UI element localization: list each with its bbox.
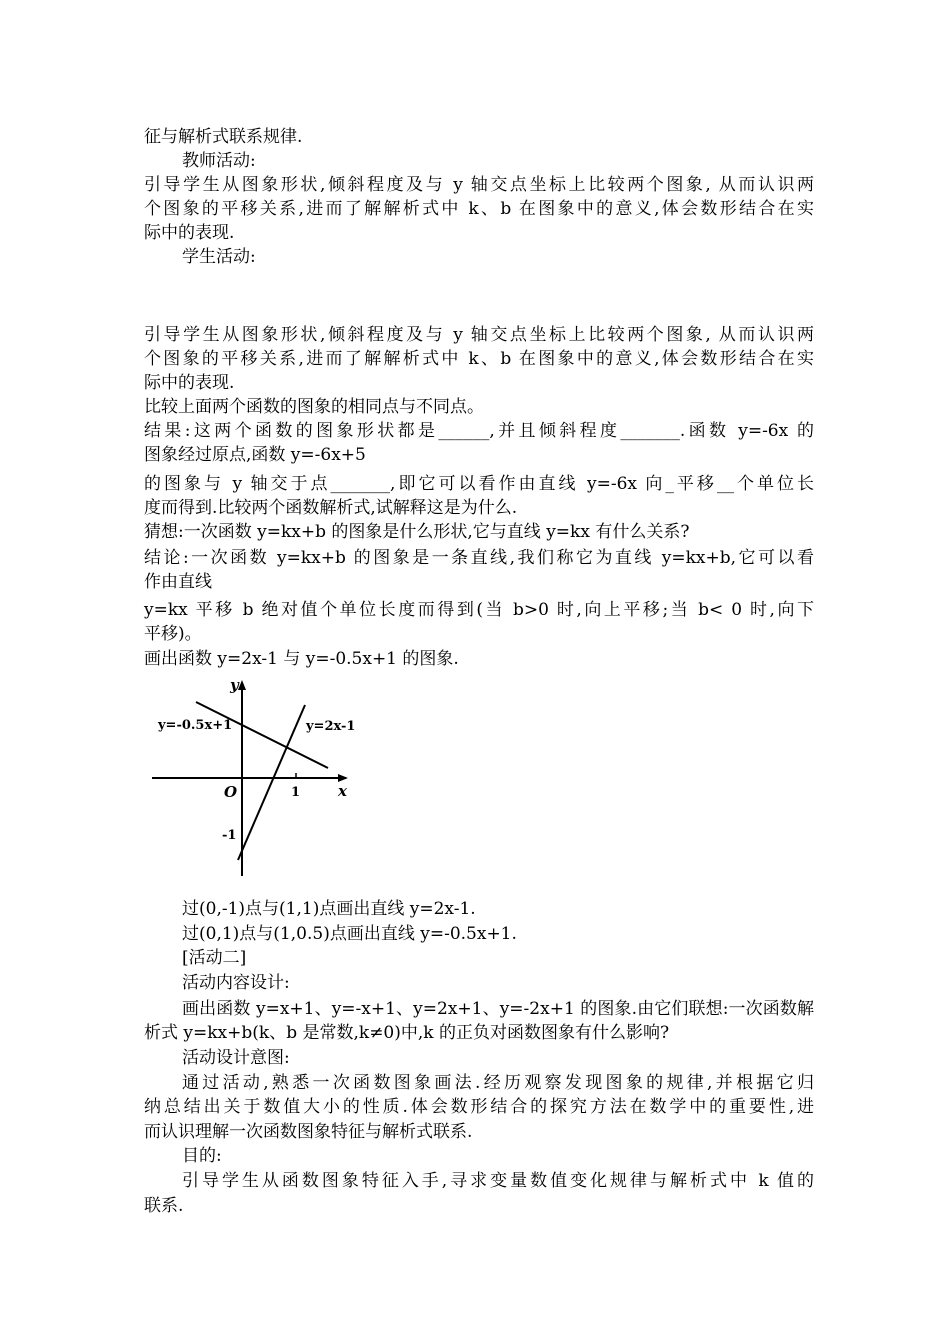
x-axis-arrow-icon xyxy=(338,774,348,782)
text-line: 过(0,-1)点与(1,1)点画出直线 y=2x-1. xyxy=(182,899,476,919)
heading-activity-two: [活动二] xyxy=(182,948,247,968)
text-line: 度而得到.比较两个函数解析式,试解释这是为什么. xyxy=(144,498,518,518)
text-line: y=kx 平移 b 绝对值个单位长度而得到(当 b>0 时,向上平移;当 b< 0 时,向下 xyxy=(144,600,814,620)
text-line: 个图象的平移关系,进而了解解析式中 k、b 在图象中的意义,体会数形结合在实 xyxy=(144,349,814,369)
line-y-neg-half-x-plus-1 xyxy=(196,702,328,768)
x-axis-label: x xyxy=(338,782,347,800)
text-line: 个图象的平移关系,进而了解解析式中 k、b 在图象中的意义,体会数形结合在实 xyxy=(144,199,814,219)
text-line: 际中的表现. xyxy=(144,223,235,243)
function-graph xyxy=(150,668,360,880)
y-axis-label: y xyxy=(230,676,239,694)
text-line: 引导学生从图象形状,倾斜程度及与 y 轴交点坐标上比较两个图象, 从而认识两 xyxy=(144,175,814,195)
text-line: 的图象与 y 轴交于点_______,即它可以看作由直线 y=-6x 向_平移__个单位长 xyxy=(144,474,814,494)
heading-activity-design: 活动内容设计: xyxy=(182,973,290,993)
text-line: 画出函数 y=x+1、y=-x+1、y=2x+1、y=-2x+1 的图象.由它们联想:一次函数解 xyxy=(182,999,814,1019)
text-line: 作由直线 xyxy=(144,572,212,592)
text-line: 平移)。 xyxy=(144,624,202,644)
y-tick-label: -1 xyxy=(222,828,237,843)
text-line: 引导学生从函数图象特征入手,寻求变量数值变化规律与解析式中 k 值的 xyxy=(182,1171,814,1191)
text-line: 画出函数 y=2x-1 与 y=-0.5x+1 的图象. xyxy=(144,649,459,669)
y-axis-arrow-icon xyxy=(238,680,246,690)
text-line: 猜想:一次函数 y=kx+b 的图象是什么形状,它与直线 y=kx 有什么关系? xyxy=(144,522,690,542)
text-line: 比较上面两个函数的图象的相同点与不同点。 xyxy=(144,397,484,417)
line1-label: y=-0.5x+1 xyxy=(158,718,233,733)
x-tick-label: 1 xyxy=(291,785,301,800)
text-line: 征与解析式联系规律. xyxy=(144,127,303,147)
text-line: 图象经过原点,函数 y=-6x+5 xyxy=(144,445,366,465)
text-line: 结论:一次函数 y=kx+b 的图象是一条直线,我们称它为直线 y=kx+b,它可以看 xyxy=(144,548,814,568)
heading-design-intent: 活动设计意图: xyxy=(182,1048,290,1068)
text-line: 纳总结出关于数值大小的性质.体会数形结合的探究方法在数学中的重要性,进 xyxy=(144,1097,814,1117)
text-line: 联系. xyxy=(144,1196,184,1216)
line2-label: y=2x-1 xyxy=(306,719,356,734)
heading-teacher-activity: 教师活动: xyxy=(182,151,256,171)
heading-student-activity: 学生活动: xyxy=(182,247,256,267)
text-line: 结果:这两个函数的图象形状都是______,并且倾斜程度_______.函数 y=-6x 的 xyxy=(144,421,814,441)
text-line: 通过活动,熟悉一次函数图象画法.经历观察发现图象的规律,并根据它归 xyxy=(182,1073,814,1093)
text-line: 而认识理解一次函数图象特征与解析式联系. xyxy=(144,1122,473,1142)
text-line: 析式 y=kx+b(k、b 是常数,k≠0)中,k 的正负对函数图象有什么影响? xyxy=(144,1023,670,1043)
origin-label: O xyxy=(224,783,238,801)
heading-purpose: 目的: xyxy=(182,1146,222,1166)
text-line: 过(0,1)点与(1,0.5)点画出直线 y=-0.5x+1. xyxy=(182,924,517,944)
text-line: 引导学生从图象形状,倾斜程度及与 y 轴交点坐标上比较两个图象, 从而认识两 xyxy=(144,325,814,345)
text-line: 际中的表现. xyxy=(144,373,235,393)
